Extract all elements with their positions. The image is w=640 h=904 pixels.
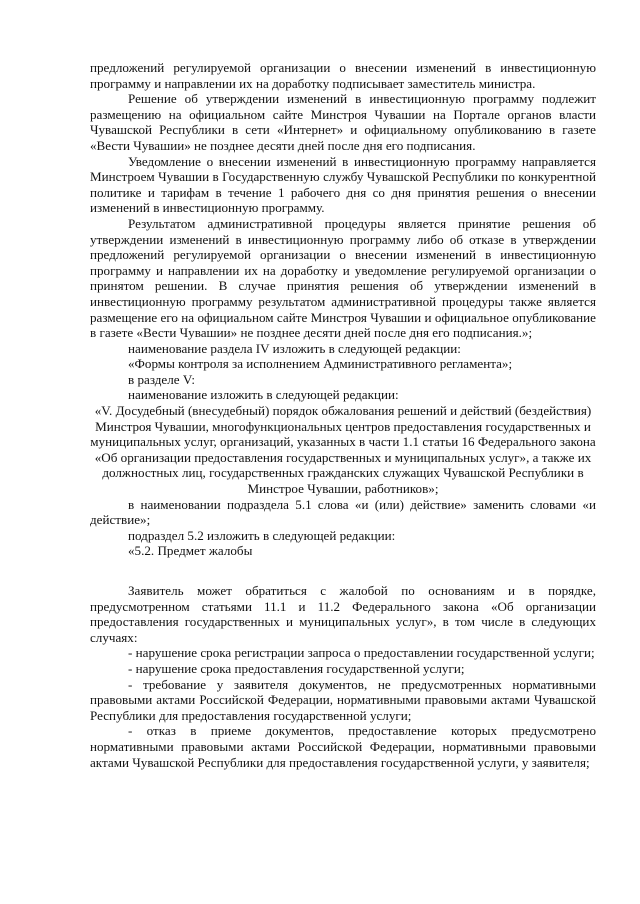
paragraph-section-v-title: наименование изложить в следующей редакции:: [128, 387, 399, 403]
paragraph-complaint-grounds: Заявитель может обратиться с жалобой по основаниям и в порядке, предусмотренном статьями 11.1 и 11.2 Федерального закона «Об организации предоставления государственных и муниципальных услуг», в том числе в следующих случаях:: [90, 583, 596, 645]
paragraph-procedure-result: Результатом административной процедуры является принятие решения об утверждении изменений в инвестиционную программу либо об отказе в утверждении предложений регулируемой организации о внесении изменений в инвестиционную программу и направлении их на доработку и уведомление регулируемой организации о принятом решении. В случае принятия решения об утверждении изменений в инвестиционную программу результатом административной процедуры также является размещение его на официальном сайте Минстроя Чувашии и официальное опубликование в газете «Вести Чувашии» не позднее десяти дней после дня его подписания.»;: [90, 215, 596, 341]
list-item-service-term: - нарушение срока предоставления государственной услуги;: [128, 660, 465, 676]
paragraph-publication-decision: Решение об утверждении изменений в инвестиционную программу подлежит размещению на официальном сайте Минстроя Чувашии на Портале органов власти Чувашской Республики в сети «Интернет» и официальному опубликованию в газете «Вести Чувашии» не позднее десяти дней после дня его подписания.: [90, 91, 596, 153]
subsection-5-2-heading: «5.2. Предмет жалобы: [128, 543, 253, 559]
section-v-heading: «V. Досудебный (внесудебный) порядок обжалования решений и действий (бездействия) Минстроя Чувашии, многофункциональных центров предоставления государственных и муниципальных услуг, организаций, указанных в части 1.1 статьи 16 Федерального закона «Об организации предоставления государственных и муниципальных услуг», а также их должностных лиц, государственных гражданских служащих Чувашской Республики в Минстрое Чувашии, работников»;: [90, 403, 596, 497]
paragraph-subsection-5-2: подраздел 5.2 изложить в следующей редакции:: [128, 527, 396, 543]
document-body: [90, 60, 596, 770]
list-item-registration-term: - нарушение срока регистрации запроса о предоставлении государственной услуги;: [128, 645, 595, 661]
paragraph-section-iv-title: наименование раздела IV изложить в следующей редакции:: [128, 340, 461, 356]
paragraph-section-iv-new-title: «Формы контроля за исполнением Административного регламента»;: [128, 356, 513, 372]
paragraph-subsection-5-1: в наименовании подраздела 5.1 слова «и (или) действие» заменить словами «и действие»;: [90, 496, 596, 528]
blank-line: [90, 559, 596, 583]
list-item-refusal-documents: - отказ в приеме документов, предоставление которых предусмотрено нормативными правовыми актами Российской Федерации, нормативными правовыми актами Чувашской Республики для предоставления государственной услуги, у заявителя;: [90, 723, 596, 770]
paragraph-section-v: в разделе V:: [128, 371, 195, 387]
list-item-extra-documents: - требование у заявителя документов, не предусмотренных нормативными правовыми актами Российской Федерации, нормативными правовыми актами Чувашской Республики для предоставления государственной услуги;: [90, 676, 596, 723]
paragraph-continuation: предложений регулируемой организации о внесении изменений в инвестиционную программу и направлении их на доработку подписывает заместитель министра.: [90, 60, 596, 91]
paragraph-notification: Уведомление о внесении изменений в инвестиционную программу направляется Минстроем Чувашии в Государственную службу Чувашской Республики по конкурентной политике и тарифам в течение 1 рабочего дня со дня принятия решения о внесении изменений в инвестиционную программу.: [90, 153, 596, 216]
